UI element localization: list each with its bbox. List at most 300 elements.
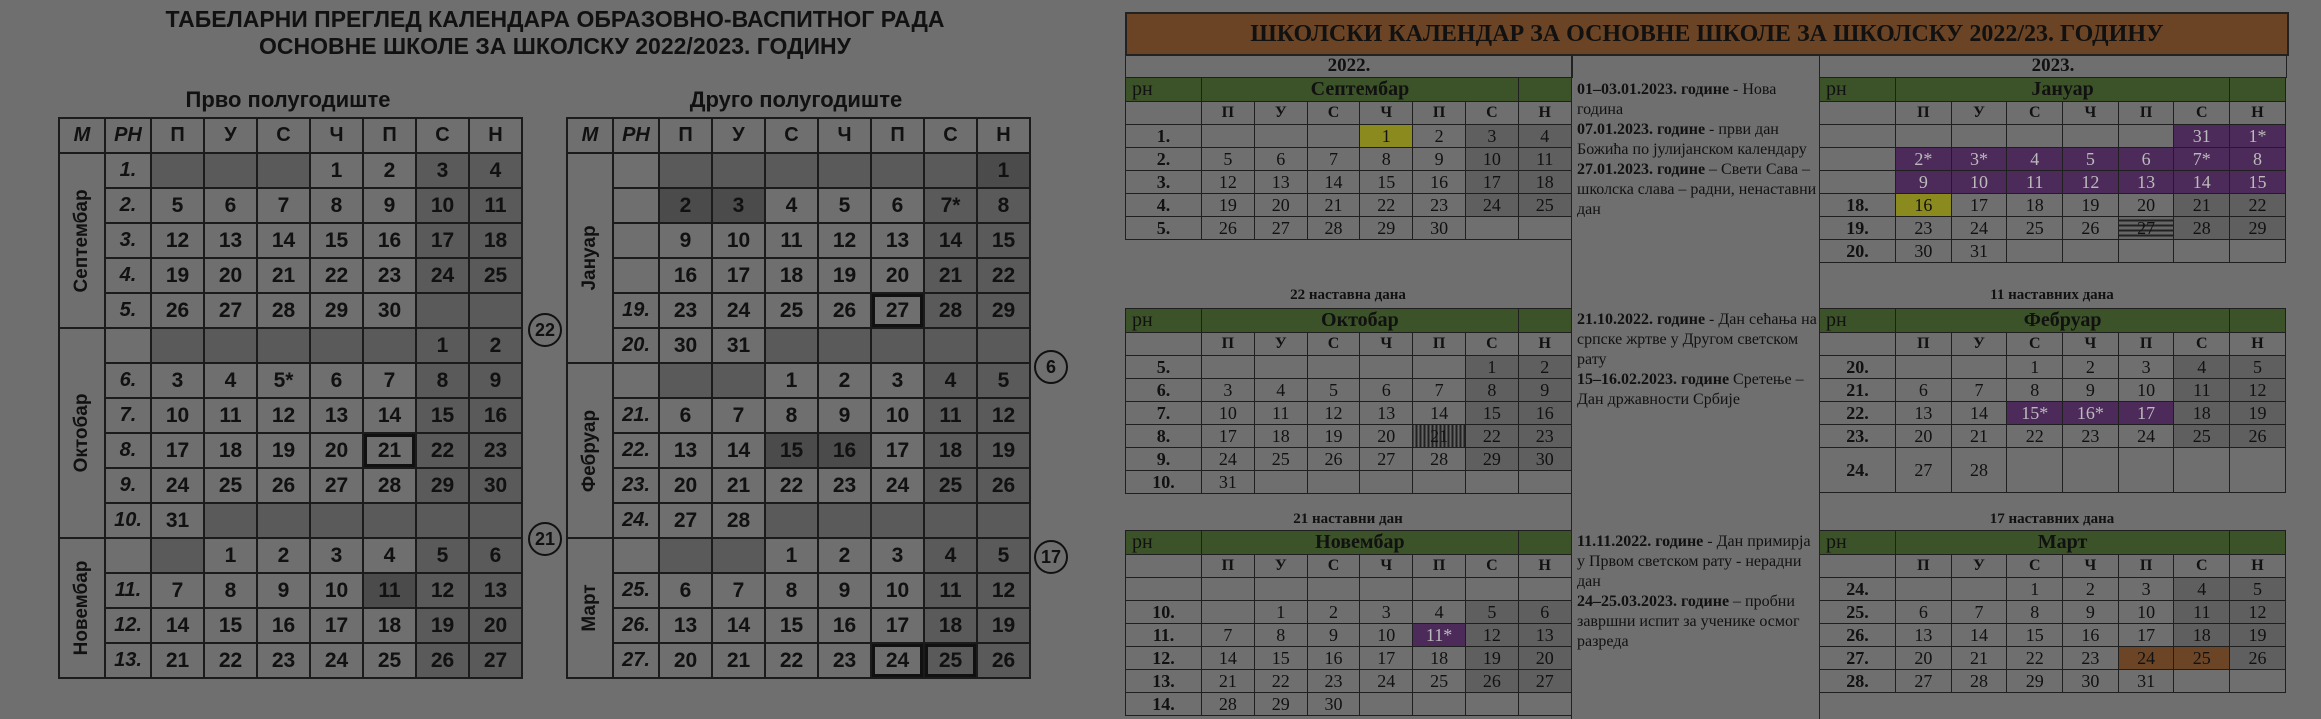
day-cell: 12 [818,223,871,258]
day-cell [363,328,416,363]
day-cell [712,363,765,398]
day-cell: 12 [1307,402,1360,425]
day-cell: 7 [1951,601,2007,624]
day-cell: 21 [712,643,765,678]
day-cell: 5 [2230,578,2286,601]
weekday-header: У [712,118,765,153]
day-cell: 9 [818,398,871,433]
weekday-header: С [2174,333,2230,356]
day-cell [2118,448,2174,493]
day-cell: 9 [1518,379,1571,402]
day-cell: 28 [1413,448,1466,471]
day-cell: 18 [2174,402,2230,425]
day-cell [1896,578,1952,601]
day-cell: 23 [1307,670,1360,693]
rn-header-cell [1820,555,1896,578]
weekday-header: П [871,118,924,153]
week-number: 25. [1820,601,1896,624]
week-number [613,188,659,223]
day-cell: 22 [416,433,469,468]
day-cell: 31 [2174,125,2230,148]
day-cell: 15 [1360,171,1413,194]
rn-header-cell [1820,102,1896,125]
day-cell: 22 [977,258,1030,293]
day-cell: 17 [2118,624,2174,647]
day-cell: 4 [1254,379,1307,402]
day-cell [2230,448,2286,493]
note-date: 01–03.01.2023. године [1577,81,1730,98]
day-cell: 15 [416,398,469,433]
day-cell: 1 [1465,356,1518,379]
day-cell: 1 [2007,578,2063,601]
day-cell: 12 [2230,379,2286,402]
day-cell: 1 [1254,601,1307,624]
week-number [613,363,659,398]
week-number: 27. [1820,647,1896,670]
month-name: Октобар [1202,309,1519,333]
day-cell: 16 [1307,647,1360,670]
day-cell [257,328,310,363]
week-number: 9. [105,468,151,503]
day-cell: 30 [363,293,416,328]
day-cell: 2 [2063,578,2119,601]
week-number: 14. [1126,693,1202,716]
weekday-header: П [363,118,416,153]
day-cell [977,503,1030,538]
month-name: Новембар [71,560,92,656]
day-cell: 20 [469,608,522,643]
right-calendar-document [1110,0,2321,719]
day-cell [1360,693,1413,716]
day-cell: 26 [2063,217,2119,240]
day-cell: 13 [204,223,257,258]
day-cell: 29 [1360,217,1413,240]
day-cell [871,153,924,188]
day-cell: 17 [871,608,924,643]
rn-label: рн [1820,309,1896,333]
week-number: 6. [105,363,151,398]
weekday-header: РН [613,118,659,153]
week-number: 22. [1820,402,1896,425]
day-cell: 14 [2174,171,2230,194]
day-cell: 19 [1307,425,1360,448]
weekday-header: Ч [310,118,363,153]
day-cell: 21 [712,468,765,503]
day-cell [469,503,522,538]
week-number: 8. [105,433,151,468]
day-cell: 24 [1951,217,2007,240]
day-cell: 7* [924,188,977,223]
day-cell: 22 [310,258,363,293]
day-cell: 22 [204,643,257,678]
day-cell: 16 [1413,171,1466,194]
day-cell: 16 [1518,402,1571,425]
note-text: – Свети Сава – школска слава – радни, ненаставни дан [1577,161,1817,218]
holiday-note-october [1577,310,1821,410]
day-cell: 23 [1518,425,1571,448]
day-cell: 23 [818,643,871,678]
day-cell: 14 [151,608,204,643]
teaching-days-count: 6 [1034,350,1068,384]
day-cell [1254,356,1307,379]
day-cell: 15 [2007,624,2063,647]
day-cell [1518,471,1571,494]
day-cell: 19 [257,433,310,468]
month-table-february [1819,308,2286,493]
day-cell: 8 [765,573,818,608]
day-cell: 21 [1307,194,1360,217]
day-cell [151,538,204,573]
day-cell: 8 [1254,624,1307,647]
week-number: 19. [613,293,659,328]
month-label [59,328,105,538]
day-cell: 6 [1518,601,1571,624]
day-cell: 7 [712,573,765,608]
day-cell: 6 [469,538,522,573]
day-cell: 16 [257,608,310,643]
day-cell: 17 [151,433,204,468]
day-cell: 20 [1254,194,1307,217]
day-cell: 30 [1307,693,1360,716]
week-number: 3. [105,223,151,258]
week-number: 12. [105,608,151,643]
day-cell: 8 [2230,148,2286,171]
week-number: 1. [1126,125,1202,148]
day-cell [765,503,818,538]
day-cell: 24 [2118,425,2174,448]
day-cell: 6 [1896,601,1952,624]
day-cell: 3 [416,153,469,188]
note-entry [1577,160,1821,220]
week-number: 21. [1820,379,1896,402]
day-cell: 8 [310,188,363,223]
week-number: 22. [613,433,659,468]
day-cell: 19 [151,258,204,293]
day-cell: 31 [712,328,765,363]
day-cell: 10 [712,223,765,258]
month-table-march [1819,530,2286,693]
year-label-left: 2022. [1125,54,1573,78]
day-cell [712,153,765,188]
week-number: 23. [613,468,659,503]
day-cell: 27 [204,293,257,328]
day-cell: 10 [2118,379,2174,402]
day-cell: 3 [871,538,924,573]
day-cell: 26 [977,643,1030,678]
note-entry [1577,592,1821,652]
rn-header-cell [1126,102,1202,125]
day-cell: 8 [2007,379,2063,402]
day-cell: 21 [1951,425,2007,448]
day-cell [1518,693,1571,716]
column-divider [1819,54,1820,719]
week-number: 24. [1820,578,1896,601]
day-cell: 16 [659,258,712,293]
week-number: 10. [1126,601,1202,624]
day-cell: 31 [1202,471,1255,494]
day-cell: 5 [2063,148,2119,171]
day-cell: 23 [2063,425,2119,448]
column-divider [1571,54,1572,719]
day-cell: 24 [2118,647,2174,670]
day-cell: 15 [765,608,818,643]
day-cell: 10 [871,398,924,433]
day-cell: 5 [416,538,469,573]
day-cell: 11 [2174,379,2230,402]
day-cell: 10 [2118,601,2174,624]
week-number: 20. [613,328,659,363]
day-cell: 21 [1202,670,1255,693]
day-cell: 10 [1360,624,1413,647]
day-cell: 13 [1360,402,1413,425]
day-cell: 10 [871,573,924,608]
note-date: 11.11.2022. године [1577,533,1704,550]
day-cell [2007,240,2063,263]
day-cell: 5 [2230,356,2286,379]
week-number: 6. [1126,379,1202,402]
day-cell: 26 [1307,448,1360,471]
month-header-cell [1518,531,1571,555]
day-cell: 28 [712,503,765,538]
day-cell: 18 [2007,194,2063,217]
day-cell: 17 [712,258,765,293]
day-cell: 26 [416,643,469,678]
rn-header-cell [1126,555,1202,578]
day-cell: 28 [2174,217,2230,240]
day-cell: 22 [765,468,818,503]
day-cell: 17 [871,433,924,468]
day-cell: 6 [310,363,363,398]
weekday-header: П [1413,333,1466,356]
day-cell: 3 [871,363,924,398]
day-cell: 16 [818,433,871,468]
note-text: - Нова година [1577,81,1777,118]
day-cell: 14 [1951,624,2007,647]
day-cell: 3 [1465,125,1518,148]
day-cell: 9 [1413,148,1466,171]
day-cell: 24 [1465,194,1518,217]
day-cell [2063,125,2119,148]
day-cell: 10 [1951,171,2007,194]
week-number: 9. [1126,448,1202,471]
day-cell: 30 [1896,240,1952,263]
day-cell: 20 [659,643,712,678]
day-cell: 3 [1360,601,1413,624]
day-cell [1360,356,1413,379]
day-cell [204,328,257,363]
weekday-header: М [567,118,613,153]
weekday-header: П [659,118,712,153]
day-cell: 5 [1307,379,1360,402]
day-cell: 30 [1518,448,1571,471]
day-cell: 15 [204,608,257,643]
day-cell: 6 [1360,379,1413,402]
day-cell: 19 [2230,402,2286,425]
day-cell [2230,240,2286,263]
day-cell: 17 [2118,402,2174,425]
day-cell [2174,670,2230,693]
day-cell: 14 [712,608,765,643]
left-title-line2: ОСНОВНЕ ШКОЛЕ ЗА ШКОЛСКУ 2022/2023. ГОДИНУ [259,33,851,59]
weekday-header: С [1465,555,1518,578]
left-title-line1: ТАБЕЛАРНИ ПРЕГЛЕД КАЛЕНДАРА ОБРАЗОВНО-ВАСПИТНОГ РАДА [165,6,945,32]
day-cell: 19 [818,258,871,293]
day-cell: 15* [2007,402,2063,425]
month-table-september [1125,77,1572,240]
february-caption: 17 наставних дана [1989,511,2115,527]
day-cell: 7* [2174,148,2230,171]
day-cell: 25 [924,643,977,678]
day-cell: 28 [1951,448,2007,493]
day-cell: 2 [1413,125,1466,148]
week-number: 20. [1820,240,1896,263]
note-entry [1577,370,1821,410]
week-number: 21. [613,398,659,433]
day-cell: 29 [2230,217,2286,240]
day-cell: 25 [2007,217,2063,240]
day-cell [1360,471,1413,494]
day-cell [977,328,1030,363]
day-cell: 27 [1896,670,1952,693]
day-cell: 22 [2007,425,2063,448]
day-cell: 11 [363,573,416,608]
weekday-header: У [204,118,257,153]
day-cell: 9 [1896,171,1952,194]
weekday-header: У [1951,333,2007,356]
weekday-header: П [2118,555,2174,578]
month-header-cell [1518,78,1571,102]
day-cell: 25 [924,468,977,503]
week-number: 11. [105,573,151,608]
weekday-header: П [1202,555,1255,578]
weekday-header: С [2174,555,2230,578]
week-number: 3. [1126,171,1202,194]
day-cell: 15 [765,433,818,468]
day-cell: 4 [469,153,522,188]
day-cell: 15 [1465,402,1518,425]
day-cell: 2 [818,363,871,398]
week-number: 26. [1820,624,1896,647]
day-cell: 7 [1202,624,1255,647]
day-cell: 12 [257,398,310,433]
day-cell: 10 [310,573,363,608]
note-entry [1577,532,1821,592]
day-cell: 19 [1465,647,1518,670]
day-cell: 13 [1896,624,1952,647]
week-number: 20. [1820,356,1896,379]
right-title: ШКОЛСКИ КАЛЕНДАР ЗА ОСНОВНЕ ШКОЛЕ ЗА ШКОЛСКУ 2022/23. ГОДИНУ [1125,12,2289,56]
day-cell: 18 [1254,425,1307,448]
week-number: 5. [1126,356,1202,379]
october-caption: 21 наставни дан [1293,511,1403,527]
day-cell [151,153,204,188]
day-cell [659,538,712,573]
day-cell: 13 [871,223,924,258]
weekday-header: У [1254,555,1307,578]
day-cell: 21 [924,258,977,293]
day-cell: 8 [1465,379,1518,402]
day-cell [871,503,924,538]
day-cell: 29 [977,293,1030,328]
day-cell [2118,240,2174,263]
day-cell: 5 [818,188,871,223]
note-date: 27.01.2023. године [1577,161,1706,178]
day-cell: 12 [977,573,1030,608]
day-cell: 12 [416,573,469,608]
day-cell [1307,471,1360,494]
year-label-right: 2023. [1819,54,2287,78]
month-name: Новембар [1202,531,1519,555]
day-cell: 26 [818,293,871,328]
first-half-heading: Прво полугодиште [185,87,391,112]
weekday-header: С [257,118,310,153]
month-name: Фебруар [579,409,600,492]
day-cell [1254,578,1307,601]
day-cell: 2 [659,188,712,223]
day-cell [1465,217,1518,240]
day-cell: 3* [1951,148,2007,171]
rn-label: рн [1126,309,1202,333]
day-cell: 3 [310,538,363,573]
weekday-header: У [1951,555,2007,578]
day-cell: 2 [1307,601,1360,624]
day-cell [1896,125,1952,148]
day-cell: 10 [1202,402,1255,425]
day-cell: 12 [977,398,1030,433]
day-cell: 4 [2174,356,2230,379]
day-cell: 18 [765,258,818,293]
day-cell: 17 [1202,425,1255,448]
week-number [613,223,659,258]
day-cell [659,363,712,398]
month-name: Јануар [1896,78,2230,102]
day-cell: 3 [1202,379,1255,402]
weekday-header: П [1413,555,1466,578]
rn-label: рн [1126,531,1202,555]
month-label [567,538,613,678]
day-cell: 29 [2007,670,2063,693]
day-cell: 22 [765,643,818,678]
day-cell: 13 [1254,171,1307,194]
day-cell: 13 [659,608,712,643]
weekday-header: Ч [2063,333,2119,356]
day-cell: 25 [204,468,257,503]
day-cell: 25 [1518,194,1571,217]
day-cell: 31 [151,503,204,538]
week-number [613,153,659,188]
week-number: 10. [105,503,151,538]
month-name: Фебруар [1896,309,2230,333]
day-cell: 4 [1518,125,1571,148]
rn-header-cell [1126,333,1202,356]
day-cell: 8 [2007,601,2063,624]
month-label [59,153,105,328]
day-cell: 25 [1413,670,1466,693]
day-cell: 28 [1951,670,2007,693]
day-cell: 18 [363,608,416,643]
day-cell: 23 [1413,194,1466,217]
day-cell: 31 [1951,240,2007,263]
weekday-header: С [2007,555,2063,578]
day-cell: 18 [924,608,977,643]
day-cell: 11 [1254,402,1307,425]
day-cell: 23 [257,643,310,678]
day-cell: 4 [924,363,977,398]
teaching-days-count: 22 [528,313,562,347]
day-cell: 4 [2007,148,2063,171]
weekday-header: Ч [1360,333,1413,356]
day-cell: 22 [1360,194,1413,217]
